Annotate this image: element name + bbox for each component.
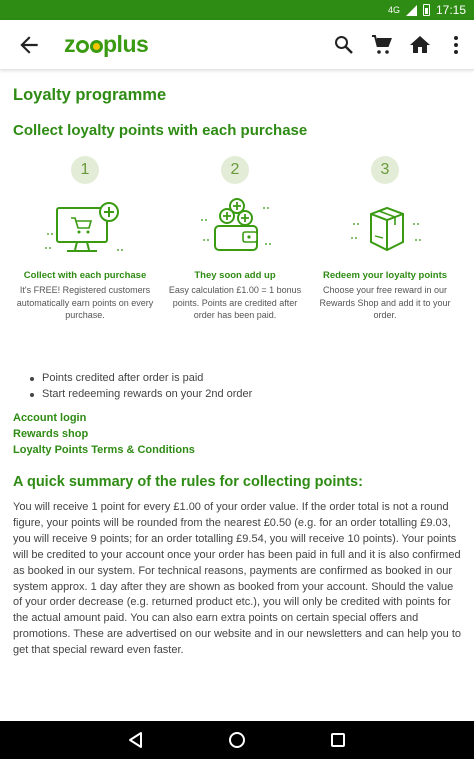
logo-dot-icon [76, 40, 89, 53]
gift-box-icon [343, 194, 427, 262]
network-indicator: 4G [387, 5, 400, 15]
zooplus-logo[interactable]: z plus [64, 31, 149, 57]
logo-dot-icon [90, 40, 103, 53]
signal-icon [406, 5, 417, 16]
home-icon[interactable] [408, 33, 432, 57]
benefit-list [30, 372, 252, 403]
home-circle-icon[interactable] [227, 730, 247, 750]
step-title: They soon add up [194, 270, 276, 281]
back-arrow-icon[interactable] [16, 32, 42, 58]
step-3 [310, 156, 460, 322]
rules-text: You will receive 1 point for every £1.00 of your order value. If the order total is not a round figure, your points will be rounded from the nearest £0.50 (e.g. for an order totalling £9.03, you will receive 9 points; for an order totalling £9.54, you will receive 10 points). Your points will be credited to your account once your order has been paid in full and it is also confirmed as booked in our system. For technical reasons, payments are confirmed as booked in our system approx. 1 day after they are shown as booked from your account. Should the value of your order decrease (e.g. returned product etc.), you will only be credited with points for the actual amount paid. You can also earn extra points on certain special offers and promotions. These are advertised on our website and in our newsletters and can help you to get that special reward even faster. [13, 501, 462, 657]
search-icon[interactable] [332, 33, 356, 57]
step-1 [10, 156, 160, 322]
loyalty-steps [10, 156, 470, 346]
clock: 17:15 [435, 3, 466, 17]
terms-conditions-link[interactable]: Loyalty Points Terms & Conditions [13, 444, 195, 456]
app-bar [0, 20, 474, 70]
account-login-link[interactable]: Account login [13, 412, 87, 424]
page-subtitle: Collect loyalty points with each purchase [13, 122, 308, 139]
battery-icon [423, 4, 430, 16]
page-title: Loyalty programme [13, 86, 167, 104]
status-bar [0, 0, 474, 20]
step-number: 1 [71, 156, 99, 184]
step-2 [160, 156, 310, 322]
wallet-coins-icon [193, 194, 277, 262]
loyalty-links [13, 412, 195, 460]
step-description: Choose your free reward in our Rewards Shop and add it to your order. [319, 285, 451, 320]
step-title: Collect with each purchase [23, 270, 147, 281]
more-vert-icon[interactable] [444, 33, 468, 57]
rules-heading: A quick summary of the rules for collecting points: [13, 474, 363, 490]
cart-icon[interactable] [370, 33, 394, 57]
back-triangle-icon[interactable] [126, 730, 146, 750]
computer-cart-icon [43, 194, 127, 262]
step-number: 2 [221, 156, 249, 184]
list-item: Start redeeming rewards on your 2nd order [30, 388, 252, 404]
system-nav-bar [0, 721, 474, 759]
recents-square-icon[interactable] [328, 730, 348, 750]
step-number: 3 [371, 156, 399, 184]
step-description: Easy calculation £1.00 = 1 bonus points. Points are credited after order has been paid. [168, 285, 302, 320]
step-title: Redeem your loyalty points [322, 270, 448, 281]
list-item: Points credited after order is paid [30, 372, 252, 388]
step-description: It's FREE! Registered customers automatically earn points on every purchase. [16, 285, 154, 320]
rewards-shop-link[interactable]: Rewards shop [13, 428, 89, 440]
